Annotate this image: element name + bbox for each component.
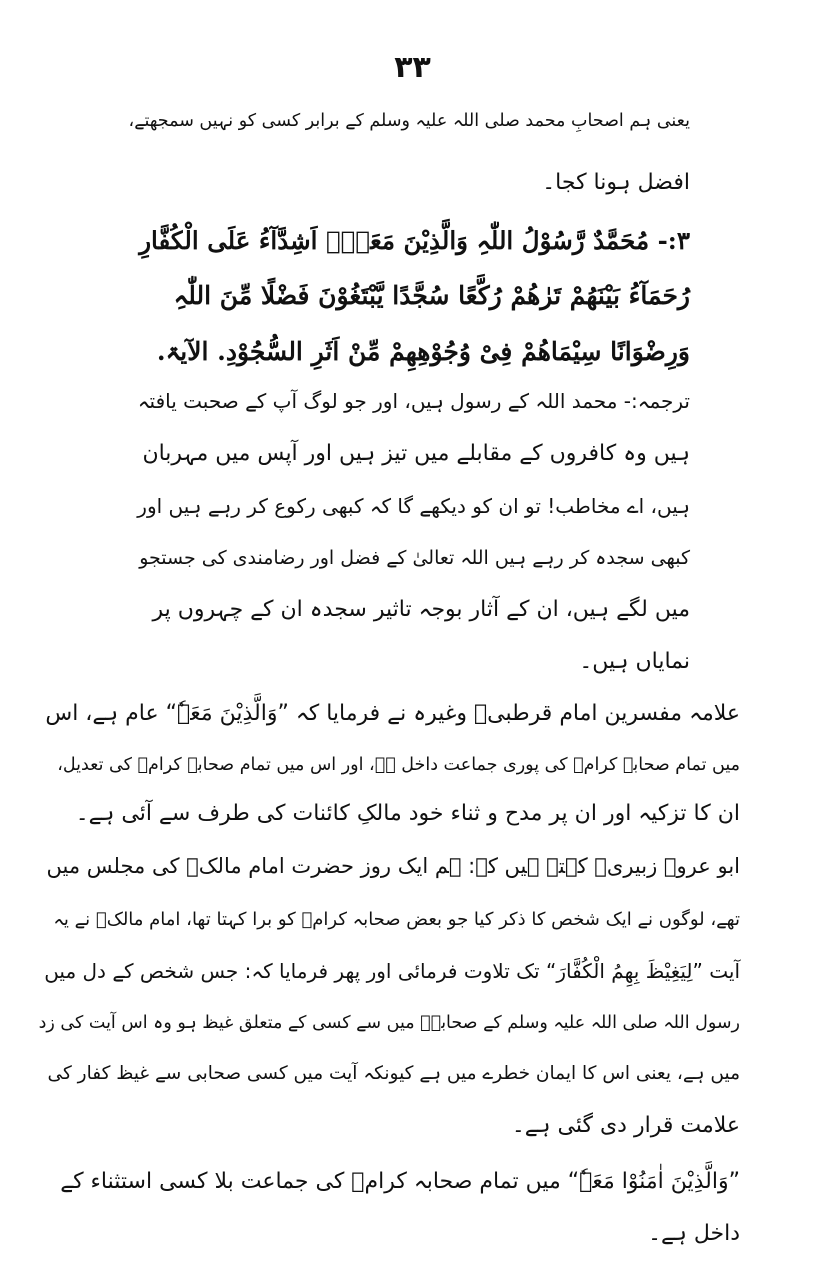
paragraph-line: میں ہے، یعنی اس کا ایمان خطرے میں ہے کیونکہ آیت میں کسی صحابی سے غیظ کفار کی xyxy=(47,1063,740,1084)
translation-line: ہیں وہ کافروں کے مقابلے میں تیز ہیں اور آپس میں مہربان xyxy=(142,441,690,466)
paragraph-line: ان کا تزکیہ اور ان پر مدح و ثناء خود مالکِ کائنات کی طرف سے آئی ہے۔ xyxy=(75,801,740,826)
quran-verse-line: ۳:- مُحَمَّدٌ رَّسُوْلُ اللّٰہِ وَالَّذِیْنَ مَعَہٗۤ اَشِدَّآءُ عَلَی الْکُفَّارِ xyxy=(139,226,690,255)
paragraph-line: علامہ مفسرین امام قرطبیؒ وغیرہ نے فرمایا کہ ”وَالَّذِیْنَ مَعَہٗ“ عام ہے، اس xyxy=(45,701,740,726)
paragraph-line: رسول اللہ صلی اللہ علیہ وسلم کے صحابہؓ میں سے کسی کے متعلق غیظ ہو وہ اس آیت کی زد xyxy=(38,1013,740,1033)
paragraph-line: ابو عروہ زبیریؒ کہتے ہیں کہ: ہم ایک روز حضرت امام مالکؒ کی مجلس میں xyxy=(46,854,740,878)
translation-line: نمایاں ہیں۔ xyxy=(579,649,690,674)
paragraph-line: علامت قرار دی گئی ہے۔ xyxy=(511,1113,740,1138)
text-line: افضل ہونا کجا۔ xyxy=(542,170,690,195)
paragraph-line: تھے، لوگوں نے ایک شخص کا ذکر کیا جو بعض صحابہ کرامؓ کو برا کہتا تھا، امام مالکؒ نے یہ xyxy=(53,909,740,930)
translation-line: ترجمہ:- محمد اللہ کے رسول ہیں، اور جو لوگ آپ کے صحبت یافتہ xyxy=(137,389,690,413)
paragraph-line: ”وَالَّذِیْنَ اٰمَنُوْا مَعَہٗ“ میں تمام صحابہ کرامؓ کی جماعت بلا کسی استثناء کے xyxy=(60,1169,740,1194)
text-line: یعنی ہم اصحابِ محمد صلی اللہ علیہ وسلم کے برابر کسی کو نہیں سمجھتے، xyxy=(128,111,690,131)
page-number: ۳۳ xyxy=(394,50,431,85)
paragraph-line: میں تمام صحابہ کرامؓ کی پوری جماعت داخل ہے، اور اس میں تمام صحابہ کرامؓ کی تعدیل، xyxy=(57,755,740,775)
paragraph-line: داخل ہے۔ xyxy=(648,1221,740,1246)
paragraph-line: آیت ”لِیَغِیْظَ بِھِمُ الْکُفَّارَ“ تک تلاوت فرمائی اور پھر فرمایا کہ: جس شخص کے دل میں xyxy=(44,959,740,983)
translation-line: کبھی سجدہ کر رہے ہیں اللہ تعالیٰ کے فضل اور رضامندی کی جستجو xyxy=(139,547,690,569)
translation-line: ہیں، اے مخاطب! تو ان کو دیکھے گا کہ کبھی رکوع کر رہے ہیں اور xyxy=(137,494,690,518)
quran-verse-line: رُحَمَآءُ بَیْنَھُمْ تَرٰھُمْ رُکَّعًا سُجَّدًا یَّبْتَغُوْنَ فَضْلًا مِّنَ اللّٰہِ xyxy=(173,281,690,310)
translation-line: میں لگے ہیں، ان کے آثار بوجہ تاثیر سجدہ ان کے چہروں پر xyxy=(152,597,690,622)
quran-verse-line: وَرِضْوَانًا سِیْمَاھُمْ فِیْ وُجُوْھِھِمْ مِّنْ اَثَرِ السُّجُوْدِ. الآیۃ. xyxy=(156,337,690,366)
